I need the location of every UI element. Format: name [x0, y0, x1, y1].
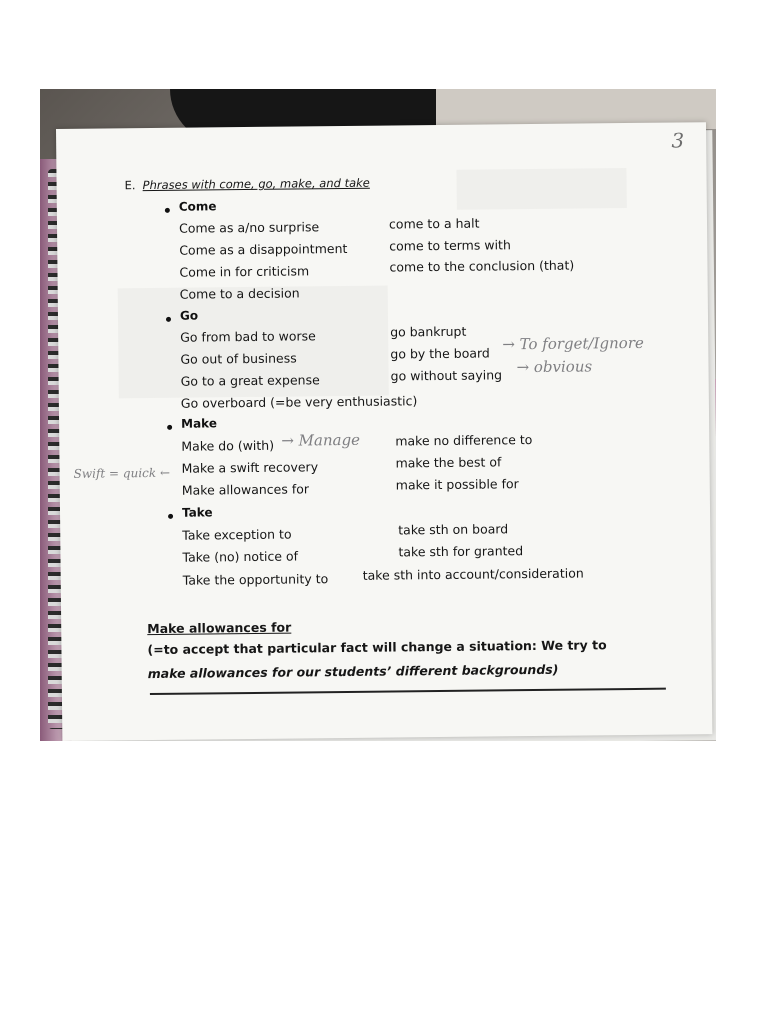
phrase-right: come to terms with — [389, 237, 511, 254]
note-line-1: (=to accept that particular fact will change a situation: We try to — [147, 637, 607, 658]
phrase-left: Go out of business — [180, 350, 297, 367]
bullet-dot — [165, 208, 170, 213]
phrase-right: go bankrupt — [390, 323, 467, 340]
phrase-left: Go from bad to worse — [180, 328, 316, 345]
section-letter: E. — [124, 178, 136, 193]
page-number: 3 — [671, 128, 685, 153]
bullet-dot — [168, 514, 173, 519]
phrase-left: Come as a/no surprise — [178, 219, 320, 236]
group-label-take: Take — [181, 505, 213, 520]
phrase-left: Come as a disappointment — [179, 240, 348, 258]
handwritten-note-forget: → To forget/Ignore — [502, 333, 644, 354]
group-label-come: Come — [178, 199, 217, 214]
handwritten-note-obvious: → obvious — [516, 357, 593, 377]
phrase-right: come to a halt — [388, 215, 480, 232]
phrase-right: take sth for granted — [398, 543, 524, 560]
phrase-left: Take exception to — [182, 526, 292, 543]
phrase-right: make it possible for — [395, 476, 519, 493]
phrase-left: Take the opportunity to — [182, 571, 329, 588]
phrase-left: Make allowances for — [181, 481, 310, 498]
phrase-left: Go to a great expense — [180, 372, 320, 389]
phrase-right: take sth on board — [398, 521, 509, 538]
handwritten-note-manage: → Manage — [281, 430, 361, 450]
group-label-go: Go — [179, 308, 199, 323]
phrase-left: Make do (with) — [181, 437, 275, 454]
group-label-make: Make — [181, 416, 218, 431]
phrase-left: Come to a decision — [179, 285, 300, 302]
handwritten-note-swift: Swift = quick ← — [73, 465, 171, 481]
faint-bleed-through — [456, 168, 626, 210]
phrase-left: Come in for criticism — [179, 263, 310, 280]
phrase-right: go by the board — [390, 345, 490, 362]
worksheet-page — [56, 122, 712, 741]
horizontal-rule — [150, 688, 666, 695]
section-title: Phrases with come, go, make, and take — [142, 175, 370, 193]
phrase-right: make no difference to — [395, 432, 533, 449]
phrase-right: come to the conclusion (that) — [389, 257, 575, 275]
phrase-right: make the best of — [395, 454, 502, 471]
phrase-left: Go overboard (=be very enthusiastic) — [180, 393, 418, 411]
photo — [40, 89, 716, 741]
phrase-right: go without saying — [390, 367, 503, 384]
bullet-dot — [167, 425, 172, 430]
phrase-right: take sth into account/consideration — [362, 565, 584, 583]
phrase-left: Make a swift recovery — [181, 459, 319, 476]
note-title: Make allowances for — [147, 619, 292, 637]
bullet-dot — [166, 317, 171, 322]
note-line-2: make allowances for our students’ different backgrounds) — [147, 661, 559, 682]
phrase-left: Take (no) notice of — [182, 548, 299, 565]
